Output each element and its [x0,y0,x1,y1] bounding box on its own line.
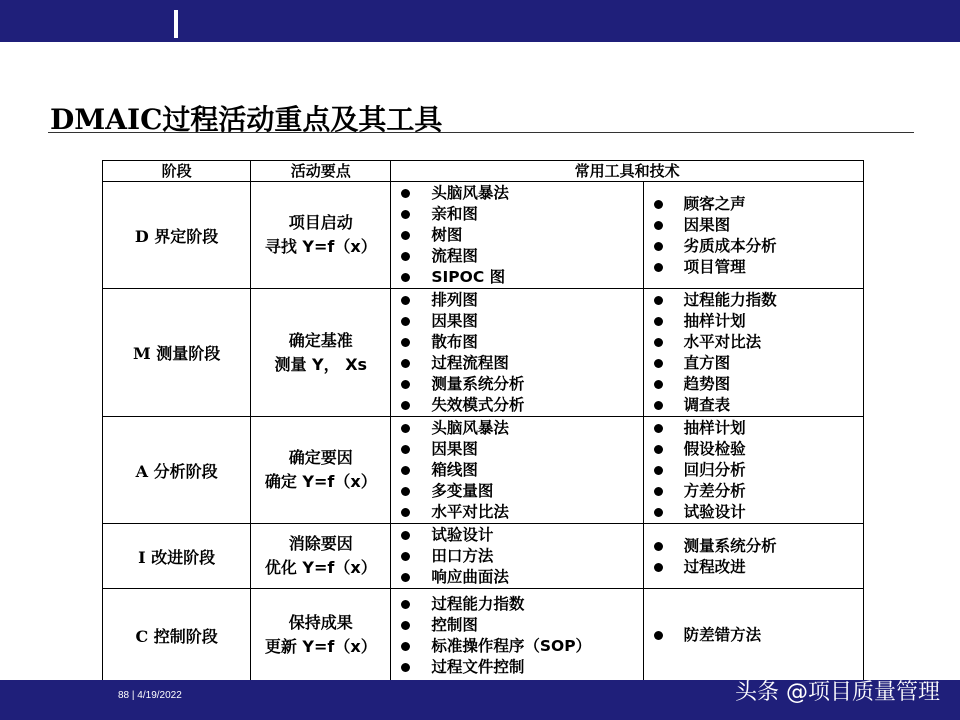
tool-item: 测量系统分析 [401,374,642,395]
tools-left-cell [391,589,643,682]
tool-item: 因果图 [401,439,642,460]
tools-left-cell [391,289,643,417]
tool-item: 失效模式分析 [401,395,642,416]
activity-cell [251,289,391,417]
stage-cell: A 分析阶段 [103,417,251,524]
tool-item: 抽样计划 [654,418,863,439]
header-activity: 活动要点 [251,161,391,182]
tool-item: 劣质成本分析 [654,236,863,257]
activity-line: 测量 Y， Xs [274,354,368,374]
tool-item: 标准操作程序（SOP） [401,636,642,657]
title-underline [48,132,914,133]
activity-line: 寻找 Y=f（x） [264,237,377,256]
tool-item: 排列图 [401,290,642,311]
activity-line: 项目启动 [288,213,353,232]
stage-cell: M 测量阶段 [103,289,251,417]
tool-item: SIPOC 图 [401,267,642,288]
tool-item: 回归分析 [654,460,863,481]
tool-item: 树图 [401,225,642,246]
table-row-analyze [103,417,864,524]
tool-item: 水平对比法 [401,502,642,523]
tool-item: 过程文件控制 [401,657,642,678]
tool-item: 测量系统分析 [654,536,863,557]
stage-cell: D 界定阶段 [103,182,251,289]
tool-item: 水平对比法 [654,332,863,353]
tool-item: 方差分析 [654,481,863,502]
tools-left-cell [391,417,643,524]
dmaic-table [102,160,864,682]
stage-cell: C 控制阶段 [103,589,251,682]
tool-item: 头脑风暴法 [401,183,642,204]
tool-item: 箱线图 [401,460,642,481]
tool-item: 因果图 [401,311,642,332]
activity-cell [251,589,391,682]
slide-footer [118,690,182,701]
tools-right-cell [643,289,863,417]
tool-item: 调查表 [654,395,863,416]
header-stage: 阶段 [103,161,251,182]
footer-separator: | [131,690,135,701]
tool-item: 多变量图 [401,481,642,502]
activity-line: 确定基准 [288,330,353,350]
activity-cell [251,182,391,289]
tools-right-cell [643,589,863,682]
tool-item: 试验设计 [401,525,642,546]
tool-item: 田口方法 [401,546,642,567]
tools-right-cell [643,182,863,289]
activity-cell [251,524,391,589]
tool-item: 项目管理 [654,257,863,278]
header-tools: 常用工具和技术 [391,161,864,182]
table-row-measure [103,289,864,417]
table-header-row [103,161,864,182]
stage-cell: I 改进阶段 [103,524,251,589]
tool-item: 流程图 [401,246,642,267]
table-row-control [103,589,864,682]
table-row-improve [103,524,864,589]
tool-item: 亲和图 [401,204,642,225]
activity-line: 更新 Y=f（x） [264,637,377,656]
top-banner [0,0,960,42]
table-row-define [103,182,864,289]
slide-title: DMAIC过程活动重点及其工具 [50,103,443,136]
tool-item: 响应曲面法 [401,567,642,588]
tools-left-cell [391,524,643,589]
tool-item: 试验设计 [654,502,863,523]
tool-item: 过程改进 [654,557,863,578]
tools-right-cell [643,524,863,589]
top-banner-mark [174,10,178,38]
activity-line: 保持成果 [288,613,353,632]
tool-item: 过程能力指数 [401,594,642,615]
activity-line: 优化 Y=f（x） [264,558,377,577]
page-number: 88 [118,690,130,701]
tool-item: 顾客之声 [654,194,863,215]
activity-line: 确定要因 [288,448,353,467]
activity-line: 消除要因 [288,534,353,553]
watermark: 头条 @项目质量管理 [735,680,940,705]
activity-cell [251,417,391,524]
tool-item: 过程流程图 [401,353,642,374]
tool-item: 抽样计划 [654,311,863,332]
slide-date: 4/19/2022 [137,690,182,701]
tool-item: 直方图 [654,353,863,374]
tool-item: 因果图 [654,215,863,236]
activity-line: 确定 Y=f（x） [264,472,377,491]
tool-item: 散布图 [401,332,642,353]
tool-item: 防差错方法 [654,625,863,646]
tools-left-cell [391,182,643,289]
tool-item: 头脑风暴法 [401,418,642,439]
tool-item: 假设检验 [654,439,863,460]
tool-item: 趋势图 [654,374,863,395]
tool-item: 控制图 [401,615,642,636]
tool-item: 过程能力指数 [654,290,863,311]
tools-right-cell [643,417,863,524]
